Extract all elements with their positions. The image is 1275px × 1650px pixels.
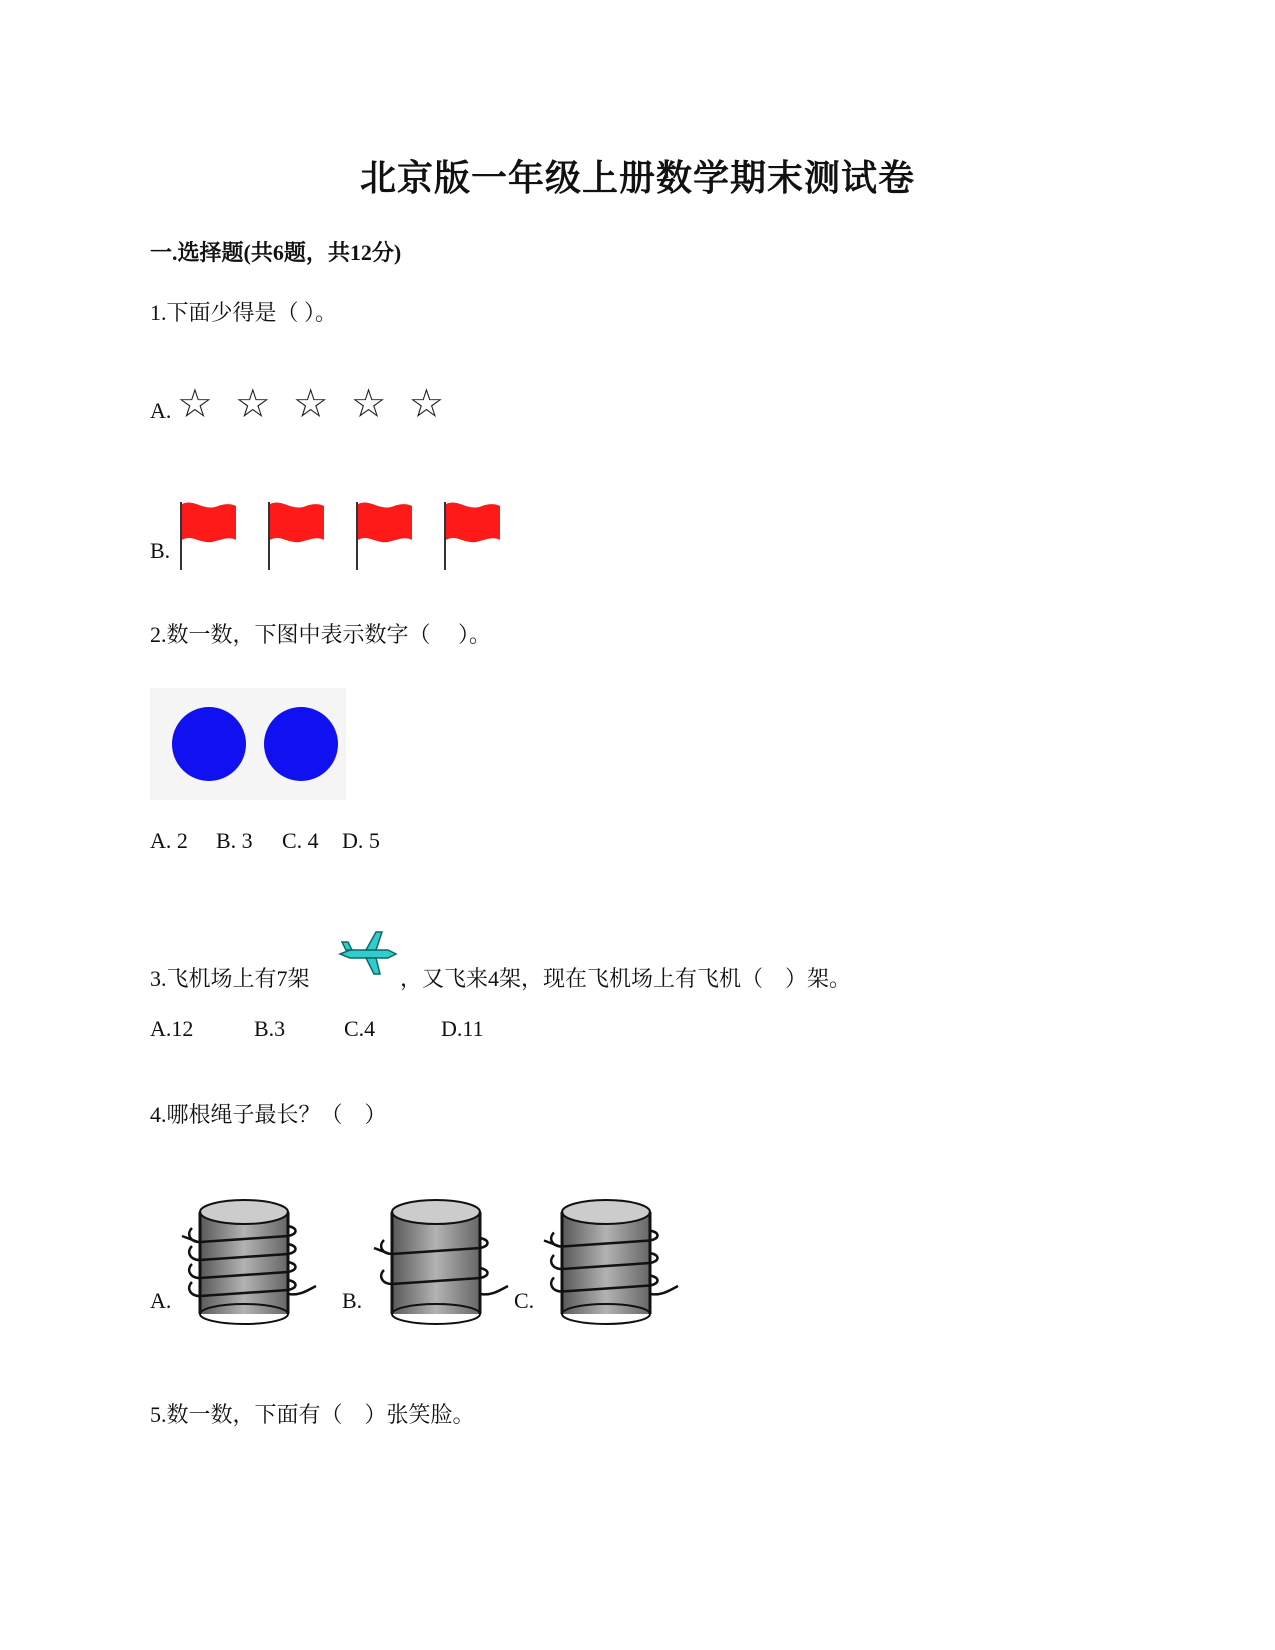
- q2-option-b: B. 3: [216, 828, 253, 853]
- page-title: 北京版一年级上册数学期末测试卷: [359, 158, 915, 198]
- q2-option-c: C. 4: [282, 828, 319, 853]
- question-3-after: ，又飞来4架，现在飞机场上有飞机（ ）架。: [400, 966, 852, 991]
- question-5: 5.数一数，下面有（ ）张笑脸。: [150, 1402, 475, 1427]
- question-4: 4.哪根绳子最长？（ ）: [150, 1102, 387, 1127]
- q2-option-d: D. 5: [342, 828, 380, 853]
- star-icon: ☆: [234, 381, 271, 426]
- q4-option-c-label: C.: [514, 1288, 535, 1313]
- star-icon: ☆: [408, 381, 445, 426]
- flag-icon: [354, 500, 424, 572]
- rope-cylinder-b: [372, 1198, 512, 1333]
- rope-cylinder-c: [542, 1198, 682, 1333]
- question-1: 1.下面少得是（ ）。: [150, 300, 338, 325]
- blue-dot: [264, 707, 338, 781]
- section-heading: 一.选择题(共6题，共12分): [150, 240, 402, 265]
- star-icon: ☆: [177, 381, 213, 426]
- q1-flags: [178, 500, 512, 572]
- q1-option-a-label: A.: [150, 398, 172, 423]
- q2-dots-picture: [150, 688, 346, 800]
- q3-option-b: B.3: [254, 1016, 286, 1041]
- star-icon: ☆: [350, 381, 387, 426]
- question-3-before: 3.飞机场上有7架: [150, 966, 310, 991]
- q3-options: [150, 1016, 484, 1042]
- flag-icon: [266, 500, 336, 572]
- q1-stars: [177, 381, 445, 426]
- question-2: 2.数一数，下图中表示数字（ ）。: [150, 622, 492, 647]
- flag-icon: [178, 500, 248, 572]
- q3-option-d: D.11: [441, 1016, 484, 1041]
- blue-dot: [172, 707, 246, 781]
- q3-option-a: A.12: [150, 1016, 194, 1041]
- flag-icon: [442, 500, 512, 572]
- rope-cylinder-a: [180, 1198, 320, 1333]
- q4-option-a-label: A.: [150, 1288, 172, 1313]
- q4-option-b-label: B.: [342, 1288, 363, 1313]
- q1-option-b-label: B.: [150, 538, 171, 563]
- star-icon: ☆: [292, 381, 329, 426]
- q2-option-a: A. 2: [150, 828, 188, 853]
- q3-option-c: C.4: [344, 1016, 376, 1041]
- airplane-icon: [336, 928, 398, 983]
- q2-options: [150, 828, 380, 854]
